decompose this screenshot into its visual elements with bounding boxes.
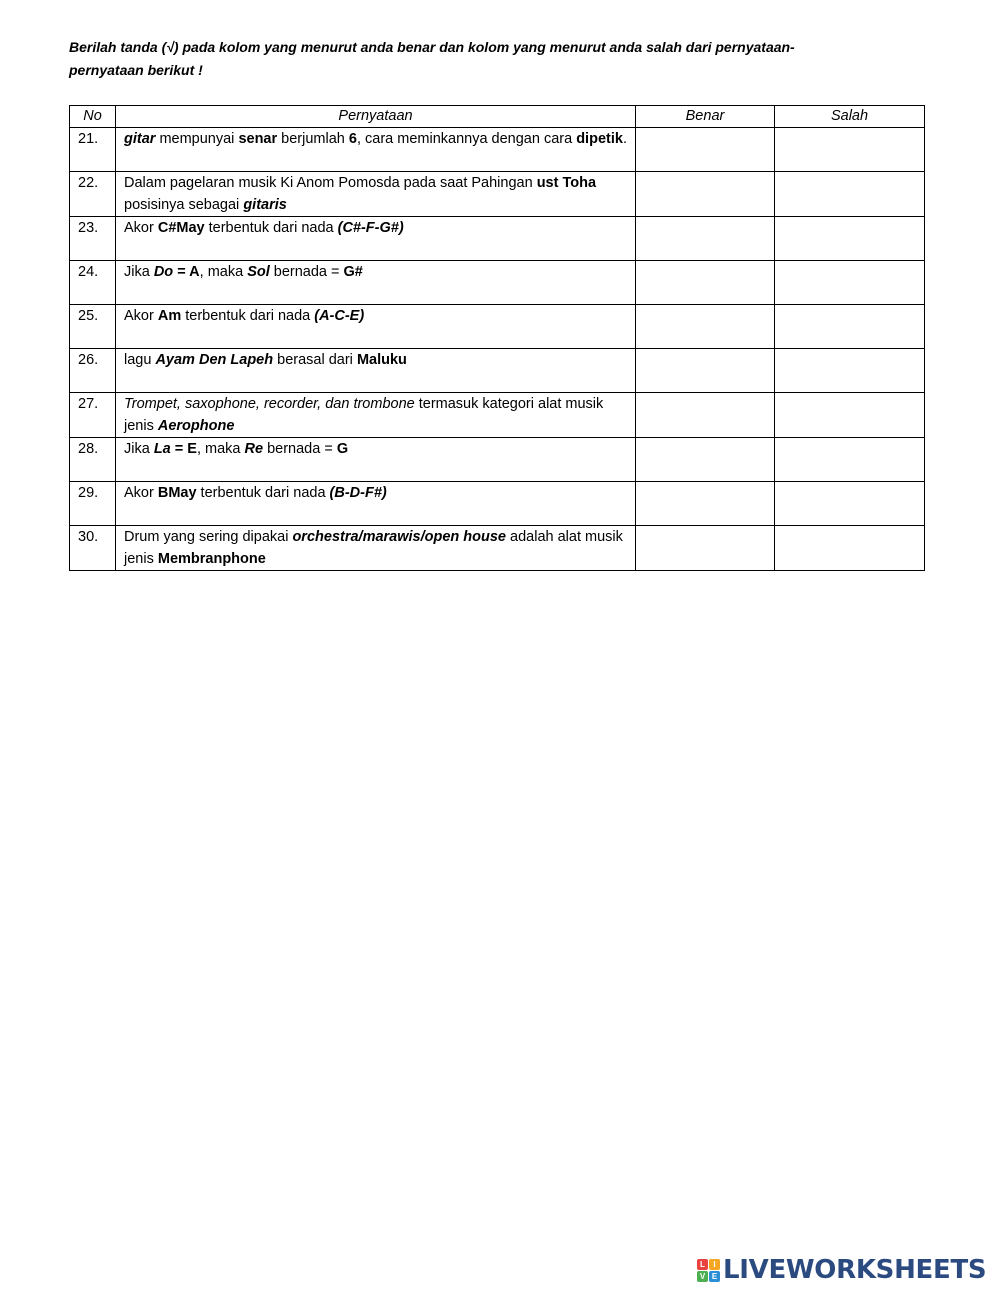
statement-fragment: BMay [157,485,197,501]
statement-fragment: Am [157,308,182,324]
answer-false-cell[interactable] [775,438,925,482]
statement-table [69,105,925,571]
liveworksheets-logo-icon [697,1259,720,1282]
statement-fragment: , maka [196,441,245,457]
row-statement [116,305,636,349]
statement-fragment: gitaris [243,197,287,213]
statement-fragment: terbentuk dari nada [181,308,315,324]
header-statement: Pernyataan [116,106,636,128]
logo-mark-letter: V [697,1271,708,1282]
logo-mark-letter: I [709,1259,720,1270]
answer-true-cell[interactable] [636,349,775,393]
table-row [70,217,925,261]
statement-fragment: terbentuk dari nada [204,220,338,236]
row-statement [116,393,636,438]
row-number: 24. [70,261,116,305]
instruction-line-1: Berilah tanda (√) pada kolom yang menurut anda benar dan kolom yang menurut anda salah dari pernyataan- [69,39,795,55]
statement-fragment: Akor [124,485,158,501]
table-row [70,393,925,438]
statement-fragment: , maka [199,264,248,280]
statement-fragment: Jika [124,264,154,280]
row-statement [116,261,636,305]
table-row [70,349,925,393]
instruction-line-2: pernyataan berikut ! [69,62,203,78]
statement-fragment: Akor [124,308,158,324]
statement-fragment: orchestra/marawis/open house [292,529,506,545]
row-statement [116,482,636,526]
statement-fragment: Re [244,441,264,457]
header-false: Salah [775,106,925,128]
statement-fragment: senar [238,131,278,147]
answer-true-cell[interactable] [636,172,775,217]
row-number: 25. [70,305,116,349]
row-number: 22. [70,172,116,217]
statement-fragment: Ayam Den Lapeh [155,352,274,368]
statement-fragment: Membranphone [157,551,266,567]
answer-true-cell[interactable] [636,261,775,305]
header-true: Benar [636,106,775,128]
row-statement [116,438,636,482]
statement-fragment: = A [173,264,200,280]
table-row [70,305,925,349]
statement-fragment: Do [153,264,174,280]
statement-fragment: bernada = [263,441,337,457]
statement-fragment: C#May [157,220,205,236]
statement-fragment: adalah alat musik jenis [124,529,623,567]
header-no: No [70,106,116,128]
statement-fragment: (B-D-F#) [329,485,387,501]
answer-true-cell[interactable] [636,217,775,261]
row-statement [116,172,636,217]
table-header-row [70,106,925,128]
row-number: 29. [70,482,116,526]
answer-false-cell[interactable] [775,305,925,349]
answer-true-cell[interactable] [636,305,775,349]
statement-fragment: termasuk kategori alat musik jenis [124,396,604,434]
statement-fragment: (A-C-E) [314,308,365,324]
statement-fragment: Aerophone [157,418,235,434]
row-number: 23. [70,217,116,261]
statement-fragment: Akor [124,220,158,236]
statement-fragment: G [336,441,349,457]
answer-false-cell[interactable] [775,217,925,261]
row-statement [116,349,636,393]
row-number: 26. [70,349,116,393]
statement-fragment: 6 [348,131,357,147]
statement-fragment: , cara meminkannya dengan cara [356,131,577,147]
statement-fragment: berasal dari [273,352,357,368]
answer-false-cell[interactable] [775,393,925,438]
table-row [70,482,925,526]
logo-mark-letter: L [697,1259,708,1270]
statement-fragment: berjumlah [277,131,349,147]
table-row [70,172,925,217]
answer-false-cell[interactable] [775,128,925,172]
statement-fragment: La [153,441,171,457]
statement-fragment: lagu [124,352,156,368]
logo-text: LIVEWORKSHEETS [723,1255,987,1285]
answer-false-cell[interactable] [775,172,925,217]
statement-fragment: dipetik [576,131,623,147]
statement-fragment: Trompet, saxophone, recorder, dan trombone [124,396,415,412]
statement-fragment: ust Toha [536,175,597,191]
instruction-text [69,36,929,82]
statement-fragment: G# [343,264,363,280]
table-row [70,261,925,305]
row-statement [116,217,636,261]
statement-fragment: terbentuk dari nada [196,485,330,501]
table-row [70,128,925,172]
liveworksheets-logo [697,1256,986,1284]
table-row [70,526,925,571]
answer-true-cell[interactable] [636,482,775,526]
table-row [70,438,925,482]
row-statement [116,128,636,172]
logo-mark-letter: E [709,1271,720,1282]
statement-fragment: Drum yang sering dipakai [124,529,293,545]
statement-fragment: Jika [124,441,154,457]
statement-fragment: mempunyai [155,131,239,147]
statement-fragment: . [622,131,627,147]
answer-true-cell[interactable] [636,438,775,482]
statement-fragment: Sol [247,264,270,280]
statement-fragment: gitar [124,131,156,147]
answer-true-cell[interactable] [636,526,775,571]
statement-fragment: (C#-F-G#) [337,220,404,236]
statement-fragment: Maluku [356,352,407,368]
row-number: 27. [70,393,116,438]
row-number: 30. [70,526,116,571]
answer-false-cell[interactable] [775,261,925,305]
row-statement [116,526,636,571]
row-number: 28. [70,438,116,482]
answer-false-cell[interactable] [775,526,925,571]
statement-fragment: posisinya sebagai [124,197,244,213]
answer-false-cell[interactable] [775,349,925,393]
answer-true-cell[interactable] [636,128,775,172]
row-number: 21. [70,128,116,172]
statement-fragment: bernada = [269,264,344,280]
answer-false-cell[interactable] [775,482,925,526]
answer-true-cell[interactable] [636,393,775,438]
statement-fragment: = E [170,441,197,457]
statement-fragment: Dalam pagelaran musik Ki Anom Pomosda pada saat Pahingan [124,175,537,191]
